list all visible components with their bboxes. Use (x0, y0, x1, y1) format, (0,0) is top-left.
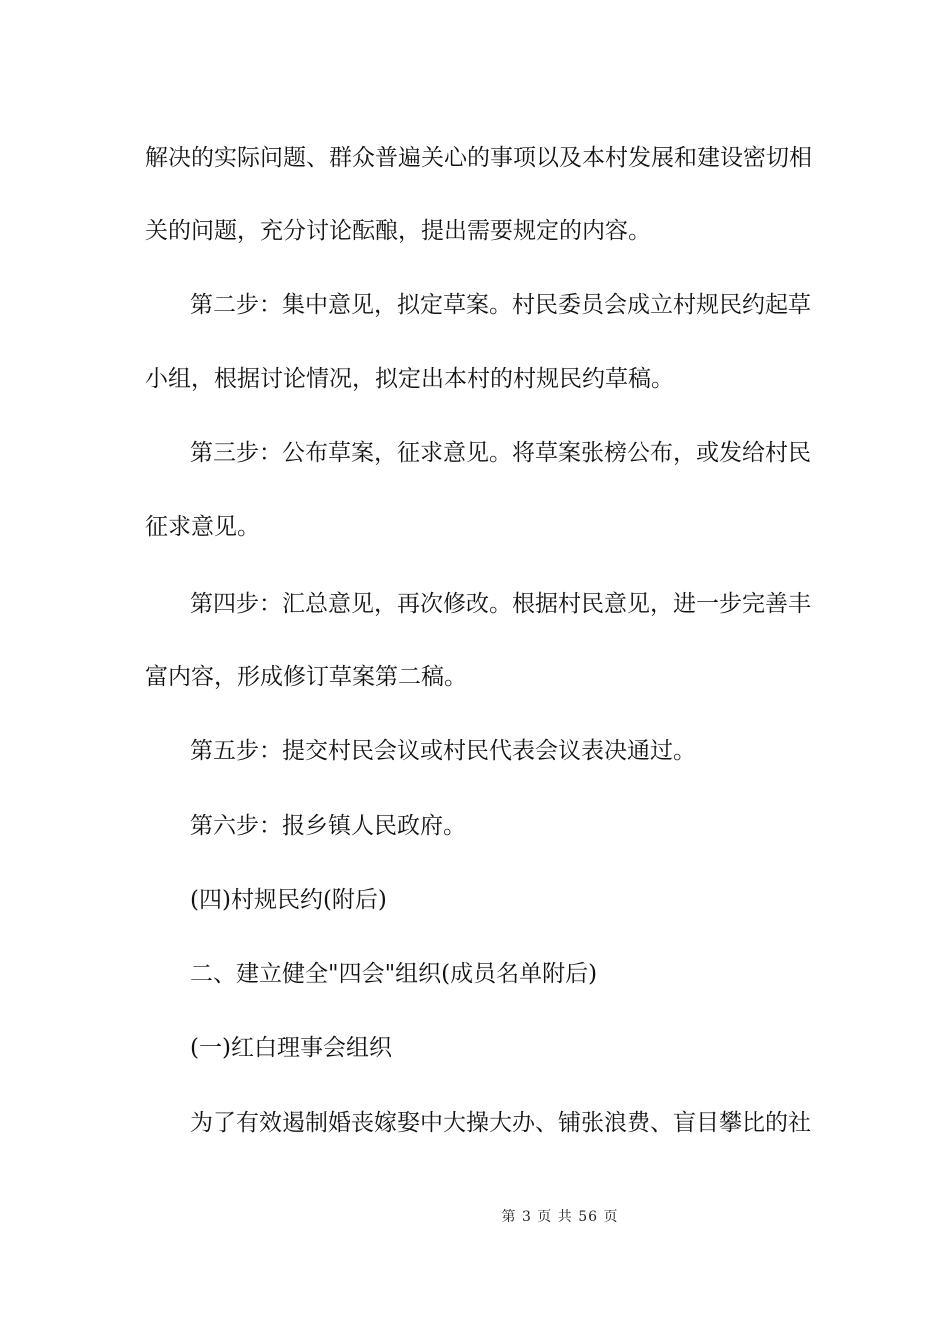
section-heading-village-rules: (四)村规民约(附后) (190, 887, 387, 913)
paragraph-line-5: 第三步：公布草案，征求意见。将草案张榜公布，或发给村民 (190, 440, 811, 466)
paragraph-line-1: 解决的实际问题、群众普遍关心的事项以及本村发展和建设密切相 (145, 145, 812, 171)
paragraph-line-4: 小组，根据讨论情况，拟定出本村的村规民约草稿。 (145, 366, 674, 392)
paragraph-line-6: 征求意见。 (145, 514, 260, 540)
paragraph-line-2: 关的问题，充分讨论酝酿，提出需要规定的内容。 (145, 218, 651, 244)
page-number-footer: 第 3 页 共 56 页 (501, 1209, 619, 1225)
paragraph-line-10: 第六步：报乡镇人民政府。 (190, 813, 466, 839)
paragraph-line-8: 富内容，形成修订草案第二稿。 (145, 664, 467, 690)
paragraph-line-9: 第五步：提交村民会议或村民代表会议表决通过。 (190, 738, 696, 764)
subsection-heading-council: (一)红白理事会组织 (190, 1035, 392, 1061)
section-heading-four-councils: 二、建立健全"四会"组织(成员名单附后) (190, 961, 598, 987)
paragraph-line-3: 第二步：集中意见，拟定草案。村民委员会成立村规民约起草 (190, 292, 811, 318)
paragraph-line-7: 第四步：汇总意见，再次修改。根据村民意见，进一步完善丰 (190, 591, 811, 617)
paragraph-line-14: 为了有效遏制婚丧嫁娶中大操大办、铺张浪费、盲目攀比的社 (190, 1110, 811, 1136)
